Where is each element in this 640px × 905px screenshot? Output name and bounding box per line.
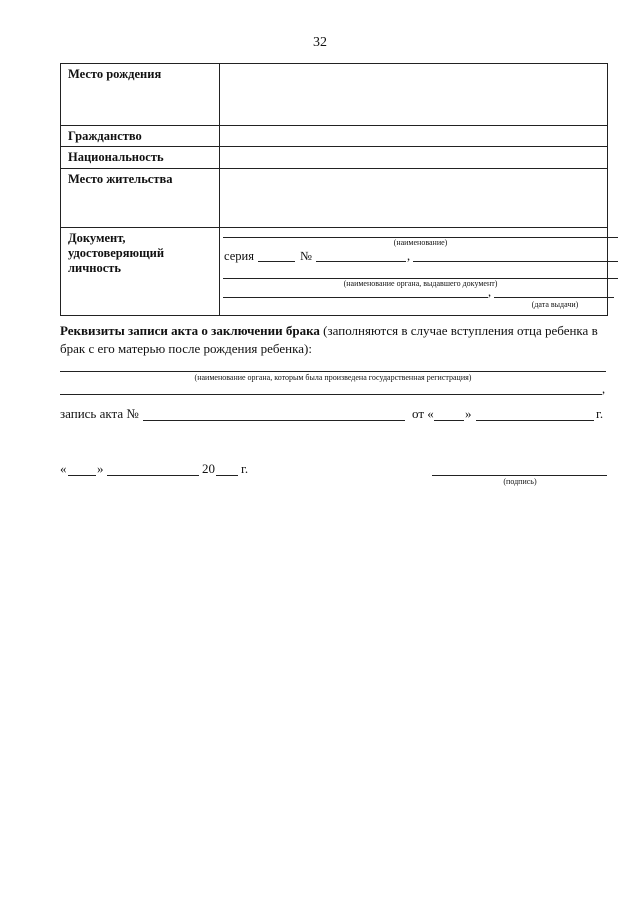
citizenship-label: Гражданство [61, 126, 220, 147]
signature-caption: (подпись) [503, 477, 537, 486]
birthplace-field[interactable] [220, 64, 608, 126]
registrar-line[interactable] [60, 371, 606, 372]
date-quote-open: « [60, 461, 67, 476]
date-quote-close: » [97, 461, 104, 476]
issuer-line-2[interactable] [223, 297, 488, 298]
residence-field[interactable] [220, 169, 608, 228]
identity-document-label: Документ, удостоверяющий личность [61, 228, 220, 316]
registrar-caption: (наименование органа, которым была произведена государственная регистрация) [194, 373, 472, 382]
date-year-line[interactable] [216, 475, 238, 476]
record-year-suffix: г. [596, 406, 604, 421]
date-month-line[interactable] [107, 475, 199, 476]
personal-data-table [60, 63, 608, 316]
doc-number-line[interactable] [316, 261, 406, 262]
citizenship-field[interactable] [220, 126, 608, 147]
record-day-line[interactable] [434, 420, 464, 421]
marriage-heading-bold: Реквизиты записи акта о заключении брака [60, 323, 320, 338]
record-label: запись акта № [60, 406, 139, 421]
series-line[interactable] [258, 261, 295, 262]
record-month-line[interactable] [476, 420, 594, 421]
date-year-suffix: г. [241, 461, 249, 476]
number-comma: , [407, 249, 411, 263]
date-day-line[interactable] [68, 475, 96, 476]
doc-name-caption: (наименование) [393, 238, 448, 247]
signature-line[interactable] [432, 475, 607, 476]
birthplace-label: Место рождения [61, 64, 220, 126]
issue-date-caption: (дата выдачи) [531, 300, 579, 309]
record-number-line[interactable] [143, 420, 405, 421]
record-quote-close: » [465, 406, 472, 421]
marriage-record-heading [60, 322, 620, 358]
issuer-comma: , [488, 285, 492, 299]
registrar-line-2[interactable] [60, 394, 602, 395]
residence-label: Место жительства [61, 169, 220, 228]
registrar-comma: , [602, 382, 606, 396]
issue-date-line[interactable] [494, 297, 614, 298]
nationality-label: Национальность [61, 147, 220, 169]
marriage-heading-rest: (заполняются в случае вступления отца ребенка в брак с его матерью после рождения ребенка): [60, 323, 598, 356]
issuer-caption: (наименование органа, выдавшего документ) [343, 279, 498, 288]
identity-document-field [220, 228, 608, 316]
number-sign: № [300, 249, 312, 263]
nationality-field[interactable] [220, 147, 608, 169]
doc-extra-line[interactable] [413, 261, 618, 262]
series-label: серия [224, 249, 254, 263]
page-number: 32 [313, 35, 327, 50]
date-year-prefix: 20 [202, 461, 215, 476]
from-label: от « [412, 406, 434, 421]
